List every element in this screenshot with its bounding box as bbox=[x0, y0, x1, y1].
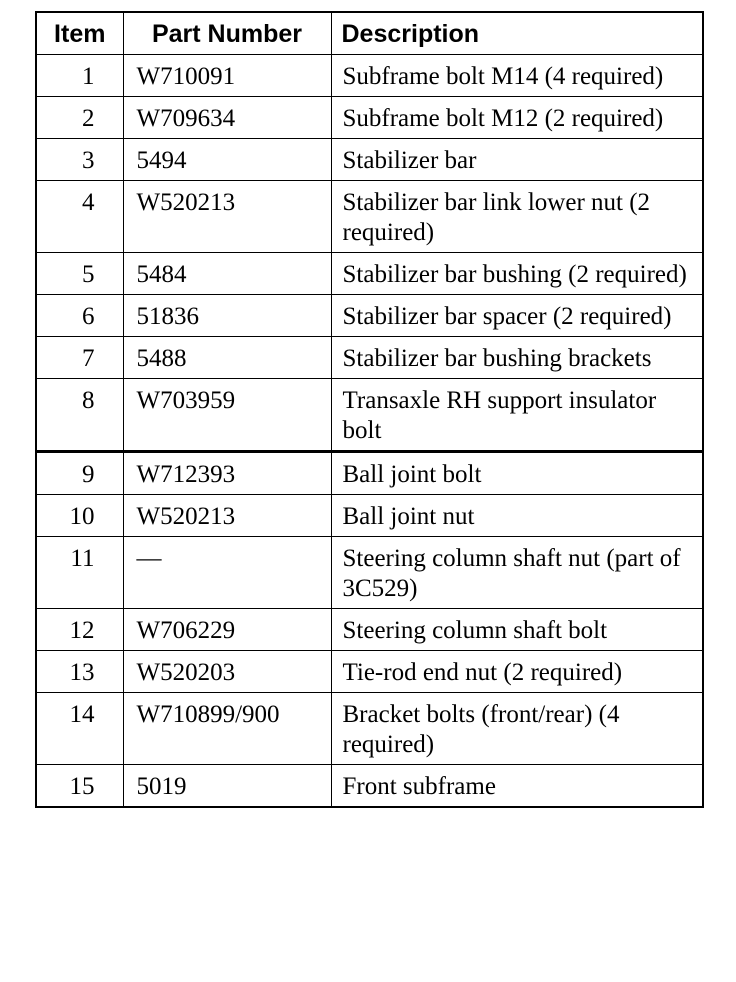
table-header-row bbox=[36, 12, 703, 55]
column-header-part-number: Part Number bbox=[123, 12, 331, 55]
part-number-cell: 5488 bbox=[123, 337, 331, 379]
table-row bbox=[36, 537, 703, 609]
item-number-cell: 14 bbox=[36, 693, 123, 765]
item-number-cell: 3 bbox=[36, 139, 123, 181]
table-row bbox=[36, 139, 703, 181]
item-number-cell: 5 bbox=[36, 253, 123, 295]
table-row bbox=[36, 181, 703, 253]
parts-table bbox=[35, 11, 704, 808]
description-cell: Stabilizer bar bushing brackets bbox=[331, 337, 703, 379]
item-number-cell: 2 bbox=[36, 97, 123, 139]
table-row bbox=[36, 651, 703, 693]
item-number-cell: 13 bbox=[36, 651, 123, 693]
part-number-cell: W709634 bbox=[123, 97, 331, 139]
table-row bbox=[36, 693, 703, 765]
item-number-cell: 4 bbox=[36, 181, 123, 253]
part-number-cell: 5019 bbox=[123, 765, 331, 808]
description-cell: Tie-rod end nut (2 required) bbox=[331, 651, 703, 693]
column-header-item: Item bbox=[36, 12, 123, 55]
table-row bbox=[36, 253, 703, 295]
description-cell: Front subframe bbox=[331, 765, 703, 808]
item-number-cell: 1 bbox=[36, 55, 123, 97]
description-cell: Subframe bolt M14 (4 required) bbox=[331, 55, 703, 97]
table-row bbox=[36, 765, 703, 808]
part-number-cell: W520213 bbox=[123, 181, 331, 253]
description-cell: Steering column shaft bolt bbox=[331, 609, 703, 651]
item-number-cell: 8 bbox=[36, 379, 123, 452]
table-row bbox=[36, 379, 703, 452]
part-number-cell: W703959 bbox=[123, 379, 331, 452]
item-number-cell: 12 bbox=[36, 609, 123, 651]
description-cell: Steering column shaft nut (part of 3C529) bbox=[331, 537, 703, 609]
part-number-cell: W520213 bbox=[123, 495, 331, 537]
part-number-cell: 5494 bbox=[123, 139, 331, 181]
table-row bbox=[36, 295, 703, 337]
description-cell: Stabilizer bar bbox=[331, 139, 703, 181]
description-cell: Ball joint nut bbox=[331, 495, 703, 537]
item-number-cell: 10 bbox=[36, 495, 123, 537]
description-cell: Stabilizer bar bushing (2 required) bbox=[331, 253, 703, 295]
table-row bbox=[36, 337, 703, 379]
description-cell: Stabilizer bar link lower nut (2 required) bbox=[331, 181, 703, 253]
part-number-cell: W520203 bbox=[123, 651, 331, 693]
part-number-cell: — bbox=[123, 537, 331, 609]
part-number-cell: W710899/900 bbox=[123, 693, 331, 765]
description-cell: Transaxle RH support insulator bolt bbox=[331, 379, 703, 452]
column-header-description: Description bbox=[331, 12, 703, 55]
item-number-cell: 7 bbox=[36, 337, 123, 379]
item-number-cell: 15 bbox=[36, 765, 123, 808]
table-row bbox=[36, 609, 703, 651]
part-number-cell: W706229 bbox=[123, 609, 331, 651]
part-number-cell: W712393 bbox=[123, 452, 331, 495]
description-cell: Bracket bolts (front/rear) (4 required) bbox=[331, 693, 703, 765]
part-number-cell: W710091 bbox=[123, 55, 331, 97]
description-cell: Subframe bolt M12 (2 required) bbox=[331, 97, 703, 139]
description-cell: Stabilizer bar spacer (2 required) bbox=[331, 295, 703, 337]
table-row bbox=[36, 55, 703, 97]
item-number-cell: 6 bbox=[36, 295, 123, 337]
table-row bbox=[36, 452, 703, 495]
table-row bbox=[36, 495, 703, 537]
table-row bbox=[36, 97, 703, 139]
part-number-cell: 51836 bbox=[123, 295, 331, 337]
description-cell: Ball joint bolt bbox=[331, 452, 703, 495]
item-number-cell: 11 bbox=[36, 537, 123, 609]
part-number-cell: 5484 bbox=[123, 253, 331, 295]
item-number-cell: 9 bbox=[36, 452, 123, 495]
